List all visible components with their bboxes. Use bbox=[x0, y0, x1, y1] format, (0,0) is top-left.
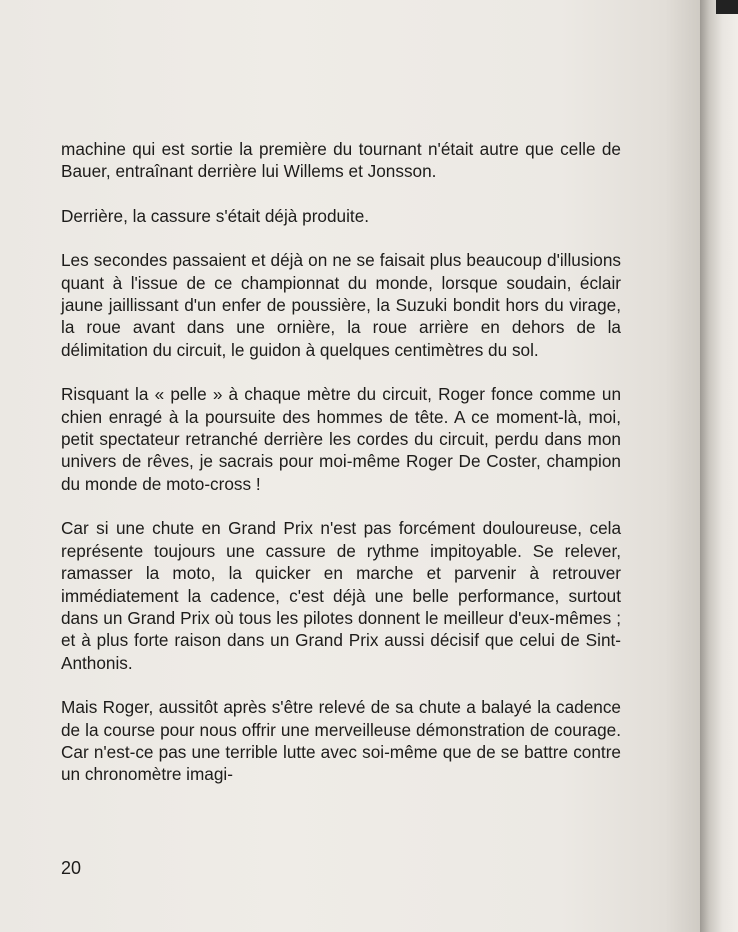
book-gutter bbox=[700, 0, 738, 932]
paragraph-3: Les secondes passaient et déjà on ne se faisait plus beaucoup d'illusions quant à l'issue de ce championnat du monde, lorsque soudain, éclair jaune jaillissant d'un enfer de poussière, la Suzuki bondit hors du virage, la roue avant dans une ornière, la roue arrière en dehors de la délimitation du circuit, le guidon à quelques centimètres du sol. bbox=[61, 250, 621, 360]
paragraph-5: Car si une chute en Grand Prix n'est pas forcément douloureuse, cela représente toujours une cassure de rythme impitoyable. Se relever, ramasser la moto, la quicker en marche et parvenir à retrouver immédiatement la cadence, c'est déjà une belle performance, surtout dans un Grand Prix où tous les pilotes donnent le meilleur d'eux-mêmes ; et à plus forte raison dans un Grand Prix aussi décisif que celui de Sint-Anthonis. bbox=[61, 518, 621, 673]
body-text bbox=[61, 138, 621, 808]
paragraph-1: machine qui est sortie la première du tournant n'était autre que celle de Bauer, entraînant derrière lui Willems et Jonsson. bbox=[61, 139, 621, 182]
paragraph-4: Risquant la « pelle » à chaque mètre du circuit, Roger fonce comme un chien enragé à la poursuite des hommes de tête. A ce moment-là, moi, petit spectateur retranché derrière les cordes du circuit, perdu dans mon univers de rêves, je sacrais pour moi-même Roger De Coster, champion du monde de moto-cross ! bbox=[61, 384, 621, 494]
paragraph-6: Mais Roger, aussitôt après s'être relevé de sa chute a balayé la cadence de la course pour nous offrir une merveilleuse démonstration de courage. Car n'est-ce pas une terrible lutte avec soi-même que de se battre contre un chronomètre imagi- bbox=[61, 697, 621, 785]
gutter-shadow bbox=[716, 0, 738, 14]
paragraph-2: Derrière, la cassure s'était déjà produite. bbox=[61, 205, 370, 226]
page-number: 20 bbox=[61, 858, 82, 878]
